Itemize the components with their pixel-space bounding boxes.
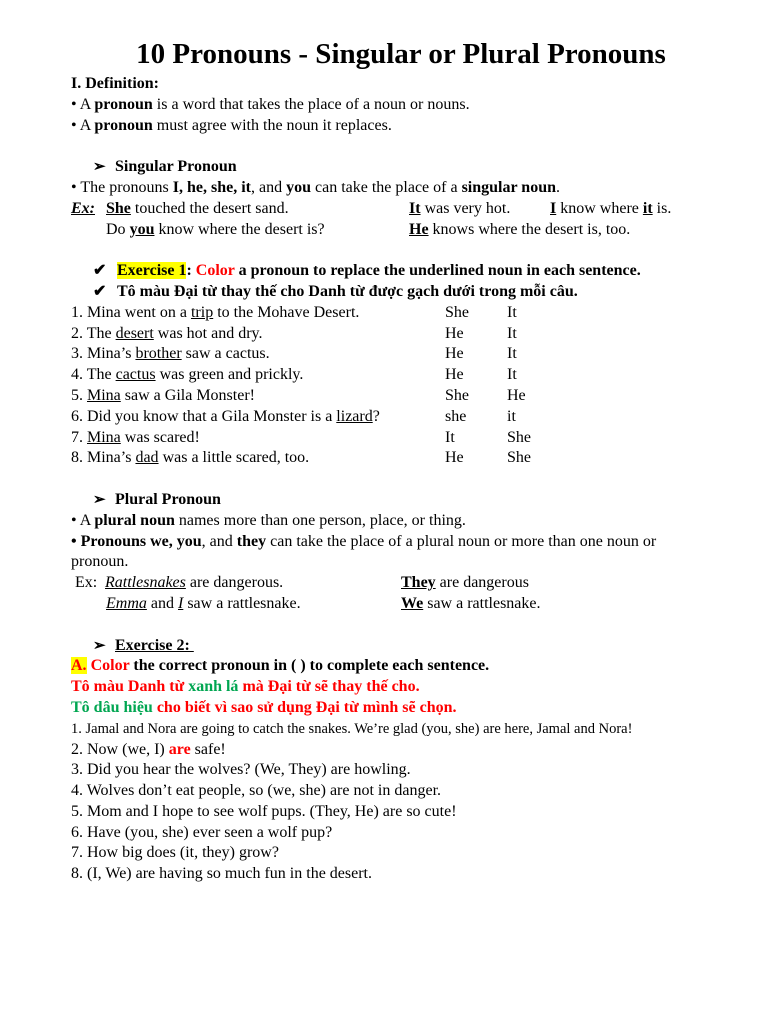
subject: you	[129, 220, 155, 238]
text: 4. The	[71, 366, 116, 384]
exercise2-list	[71, 719, 731, 885]
subject: It	[409, 199, 421, 217]
example-label: Ex:	[71, 574, 102, 592]
text: must agree with the noun it replaces.	[152, 116, 392, 134]
exercise2-item	[71, 740, 731, 761]
definition-bullet-2	[71, 116, 731, 137]
underlined-noun: Mina	[87, 428, 121, 446]
pronoun-choice-a[interactable]: He	[445, 324, 464, 342]
text: • A	[71, 95, 95, 113]
term: you	[286, 178, 311, 196]
text: 3. Mina’s	[71, 345, 136, 363]
exercise1-item	[71, 386, 731, 407]
subject: Emma	[106, 594, 147, 612]
exercise1-item	[71, 344, 731, 365]
text: know where the desert is?	[154, 220, 325, 238]
text: saw a rattlesnake.	[423, 594, 541, 612]
highlight-word: are	[168, 740, 191, 758]
text: 7.	[71, 428, 87, 446]
text: are dangerous.	[185, 574, 284, 592]
pronoun-choice-a[interactable]: she	[445, 407, 467, 425]
text: .	[556, 178, 560, 196]
object: it	[642, 199, 653, 217]
sentence	[71, 365, 303, 386]
text: • The pronouns	[71, 178, 173, 196]
subject: I	[550, 199, 557, 217]
plural-bullet-2-continued: pronoun.	[71, 553, 129, 571]
instruction-text: the correct pronoun in ( ) to complete each sentence.	[129, 657, 490, 675]
subject: He	[409, 220, 429, 238]
exercise1-item	[71, 303, 731, 324]
exercise2-instruction	[71, 656, 731, 677]
text: know where	[556, 199, 643, 217]
pronoun-choice-b[interactable]: He	[507, 386, 526, 404]
term: singular noun	[461, 178, 556, 196]
green-word: Tô dâu hiệu	[71, 698, 153, 716]
exercise2-instruction-vi-2	[71, 698, 731, 719]
exercise2-heading	[71, 636, 731, 657]
text: Do	[106, 220, 130, 238]
text: 5.	[71, 386, 87, 404]
text: and	[146, 594, 178, 612]
definition-heading: I. Definition:	[71, 75, 159, 92]
pronoun-choice-b[interactable]: It	[507, 303, 517, 321]
text: • A	[71, 511, 95, 529]
exercise2-item: 1. Jamal and Nora are going to catch the snakes. We’re glad (you, she) are here, Jamal and Nora!	[71, 720, 633, 737]
underlined-noun: trip	[190, 303, 214, 321]
term: pronoun	[94, 95, 153, 113]
text: was very hot.	[420, 199, 511, 217]
text: Tô màu Danh từ	[71, 678, 189, 696]
example-answer	[401, 594, 541, 615]
pronoun-choice-a[interactable]: She	[445, 386, 469, 404]
text: to the Mohave Desert.	[213, 303, 360, 321]
text: knows where the desert is, too.	[428, 220, 631, 238]
exercise1-item	[71, 428, 731, 449]
example-sentence	[106, 594, 301, 615]
subject: They	[401, 574, 436, 592]
example-sentence	[105, 573, 283, 594]
example-answer	[550, 199, 671, 220]
text: saw a Gila Monster!	[120, 386, 255, 404]
underlined-noun: brother	[135, 345, 182, 363]
term: I, he, she, it	[172, 178, 251, 196]
pronoun-choice-b[interactable]: it	[507, 407, 516, 425]
checkmark-icon: ✔	[93, 262, 107, 280]
example-sentence	[106, 199, 289, 220]
text: cho biết vì sao sử dụng Đại từ mình sẽ chọn.	[152, 698, 457, 716]
exercise2-item: 8. (I, We) are having so much fun in the desert.	[71, 865, 372, 883]
text: , and	[250, 178, 287, 196]
text: , and	[201, 532, 237, 550]
exercise1-instruction	[71, 261, 731, 282]
exercise1-item	[71, 324, 731, 345]
singular-example-row-2	[71, 220, 731, 241]
sentence	[71, 324, 263, 345]
pronoun-choice-b[interactable]: It	[507, 366, 517, 384]
exercise2-item: 7. How big does (it, they) grow?	[71, 844, 279, 862]
underlined-noun: lizard	[336, 407, 373, 425]
text: saw a cactus.	[181, 345, 270, 363]
exercise2-item: 3. Did you hear the wolves? (We, They) are howling.	[71, 761, 411, 779]
checkmark-icon: ✔	[93, 282, 107, 300]
text: can take the place of a plural noun or more than one noun or	[266, 532, 657, 550]
arrow-bullet-icon: ➢	[93, 159, 106, 176]
exercise1-instruction-vi	[71, 282, 731, 303]
pronoun-choice-a[interactable]: She	[445, 303, 469, 321]
sentence	[71, 344, 270, 365]
pronoun-choice-a[interactable]: He	[445, 449, 464, 467]
exercise1-list	[71, 303, 731, 469]
part-label: A.	[71, 657, 87, 675]
text: ?	[372, 407, 380, 425]
example-sentence	[106, 220, 325, 241]
pronoun-choice-a[interactable]: He	[445, 366, 464, 384]
exercise-label: Exercise 1	[117, 262, 187, 280]
worksheet	[71, 34, 731, 885]
instruction-text: Tô màu Đại từ thay thế cho Danh từ được gạch dưới trong mỗi câu.	[117, 282, 578, 300]
exercise1-item	[71, 365, 731, 386]
term: • Pronouns we, you	[71, 532, 202, 550]
underlined-noun: Mina	[87, 386, 121, 404]
text: was a little scared, too.	[158, 449, 310, 467]
text: can take the place of a	[311, 178, 462, 196]
subject: We	[401, 594, 424, 612]
arrow-bullet-icon: ➢	[93, 637, 106, 654]
example-answer	[409, 220, 630, 241]
example-label: Ex:	[71, 199, 95, 217]
subject: Rattlesnakes	[105, 574, 186, 592]
pronoun-choice-a[interactable]: He	[445, 345, 464, 363]
exercise2-item: 6. Have (you, she) ever seen a wolf pup?	[71, 823, 333, 841]
heading-text: Plural Pronoun	[115, 490, 221, 508]
plural-bullet-1	[71, 511, 731, 532]
term: plural noun	[94, 511, 175, 529]
underlined-noun: dad	[135, 449, 159, 467]
heading-text: Exercise 2:	[115, 636, 194, 654]
plural-heading	[71, 490, 731, 511]
text: 6. Did you know that a Gila Monster is a	[71, 407, 337, 425]
sentence	[71, 303, 359, 324]
text: mà Đại từ sẽ thay thế cho.	[238, 678, 420, 696]
pronoun-choice-b[interactable]: It	[507, 345, 517, 363]
plural-bullet-2	[71, 532, 731, 553]
text: touched the desert sand.	[130, 199, 289, 217]
green-word: xanh lá	[188, 678, 239, 696]
sentence	[71, 386, 255, 407]
subject: She	[106, 199, 131, 217]
exercise2-item: 4. Wolves don’t eat people, so (we, she) are not in danger.	[71, 782, 442, 800]
text: :	[186, 262, 192, 280]
exercise2-instruction-vi-1	[71, 677, 731, 698]
pronoun-choice-b[interactable]: She	[507, 428, 531, 446]
text: 2. Now (we, I)	[71, 740, 169, 758]
text: 8. Mina’s	[71, 449, 136, 467]
term: pronoun	[94, 116, 153, 134]
example-answer	[401, 573, 529, 594]
exercise1-item	[71, 448, 731, 469]
sentence	[71, 407, 380, 428]
text: 2. The	[71, 324, 116, 342]
text: was hot and dry.	[153, 324, 263, 342]
pronoun-choice-b[interactable]: It	[507, 324, 517, 342]
arrow-bullet-icon: ➢	[93, 491, 106, 508]
text: was green and prickly.	[155, 366, 304, 384]
subject: I	[178, 594, 184, 612]
text: saw a rattlesnake.	[183, 594, 301, 612]
page-title: 10 Pronouns - Singular or Plural Pronouns	[136, 38, 666, 70]
underlined-noun: cactus	[115, 366, 156, 384]
singular-heading	[71, 157, 731, 178]
plural-example-row-1	[71, 573, 731, 594]
text: 1. Mina went on a	[71, 303, 191, 321]
sentence	[71, 448, 309, 469]
exercise1-item	[71, 407, 731, 428]
text: safe!	[190, 740, 226, 758]
heading-text: Singular Pronoun	[115, 158, 237, 176]
term: they	[236, 532, 267, 550]
singular-definition	[71, 178, 731, 199]
definition-bullet-1	[71, 95, 731, 116]
singular-example-row-1	[71, 199, 731, 220]
color-word: Color	[195, 262, 235, 280]
text: is.	[652, 199, 672, 217]
text: was scared!	[120, 428, 200, 446]
sentence	[71, 428, 200, 449]
pronoun-choice-a[interactable]: It	[445, 428, 455, 446]
color-word: Color	[90, 657, 130, 675]
text: • A	[71, 116, 95, 134]
instruction-text: a pronoun to replace the underlined noun in each sentence.	[234, 262, 641, 280]
text: is a word that takes the place of a noun or nouns.	[152, 95, 470, 113]
text: are dangerous	[435, 574, 529, 592]
text: names more than one person, place, or thing.	[174, 511, 466, 529]
plural-example-row-2	[71, 594, 731, 615]
underlined-noun: desert	[115, 324, 154, 342]
exercise2-item: 5. Mom and I hope to see wolf pups. (They, He) are so cute!	[71, 802, 457, 820]
pronoun-choice-b[interactable]: She	[507, 449, 531, 467]
example-answer	[409, 199, 510, 220]
